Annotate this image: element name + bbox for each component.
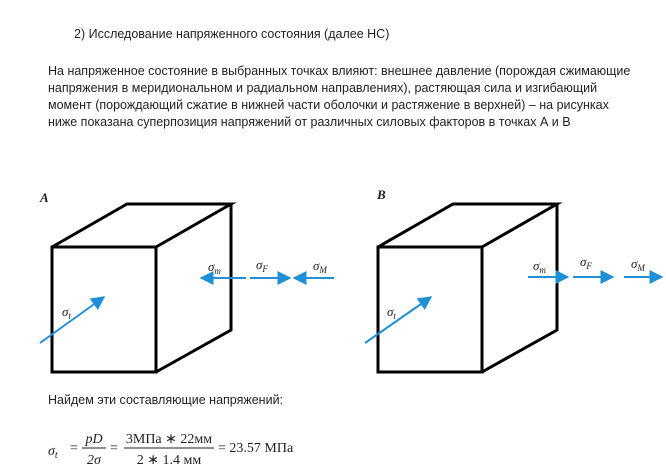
- formula-frac1-den: 2σ: [87, 453, 101, 468]
- figure-b-label: B: [377, 187, 386, 202]
- formula-eq1: =: [70, 441, 78, 456]
- sigma-M-label-b: $\sigma_M$: [631, 256, 645, 273]
- paragraph-line: напряжения в меридиональном и радиальном направлениях), растяющая сила и изгибающий: [48, 81, 598, 95]
- cube-b: [378, 204, 557, 372]
- found-text: Найдем эти составляющие напряжений:: [48, 393, 284, 407]
- paragraph-line: ниже показана суперпозиция напряжений от различных силовых факторов в точках А и В: [48, 115, 571, 129]
- paragraph-line: момент (порождающий сжатие в нижней части оболочки и растяжение в верхней) – на рисунках: [48, 98, 609, 112]
- sigma-t-arrow-b: [365, 297, 431, 343]
- paragraph-line: На напряженное состояние в выбранных точках влияют: внешнее давление (порождая сжимающие: [48, 64, 631, 78]
- sigma-m-label-b: $\sigma_m$: [533, 258, 546, 275]
- sigma-f-label-a: $\sigma_F$: [256, 257, 268, 274]
- figure-b: [365, 187, 662, 372]
- formula-frac2-num: 3МПа ∗ 22мм: [125, 432, 213, 447]
- formula-frac2-den: 2 ∗ 1.4 мм: [136, 453, 202, 468]
- formula-eq2: =: [110, 441, 118, 456]
- section-heading: 2) Исследование напряженного состояния (далее НС): [74, 27, 390, 41]
- sigma-f-label-b: $\sigma_F$: [580, 254, 592, 271]
- formula-frac1-num: pD: [85, 432, 103, 447]
- stress-formula: [46, 428, 346, 468]
- sigma-m-label-a: $\sigma_m$: [208, 259, 221, 276]
- sigma-t-label-a: $\sigma_t$: [62, 304, 71, 321]
- figure-a-label: A: [40, 190, 49, 205]
- sigma-M-label-a: $\sigma_M$: [313, 258, 327, 275]
- sigma-t-arrow-a: [40, 297, 104, 343]
- sigma-t-label-b: $\sigma_t$: [387, 304, 396, 321]
- cube-a: [52, 204, 231, 372]
- formula-result: = 23.57 МПа: [218, 441, 294, 456]
- figure-a: [39, 190, 334, 372]
- formula-lhs: $\sigma_t$: [48, 444, 58, 461]
